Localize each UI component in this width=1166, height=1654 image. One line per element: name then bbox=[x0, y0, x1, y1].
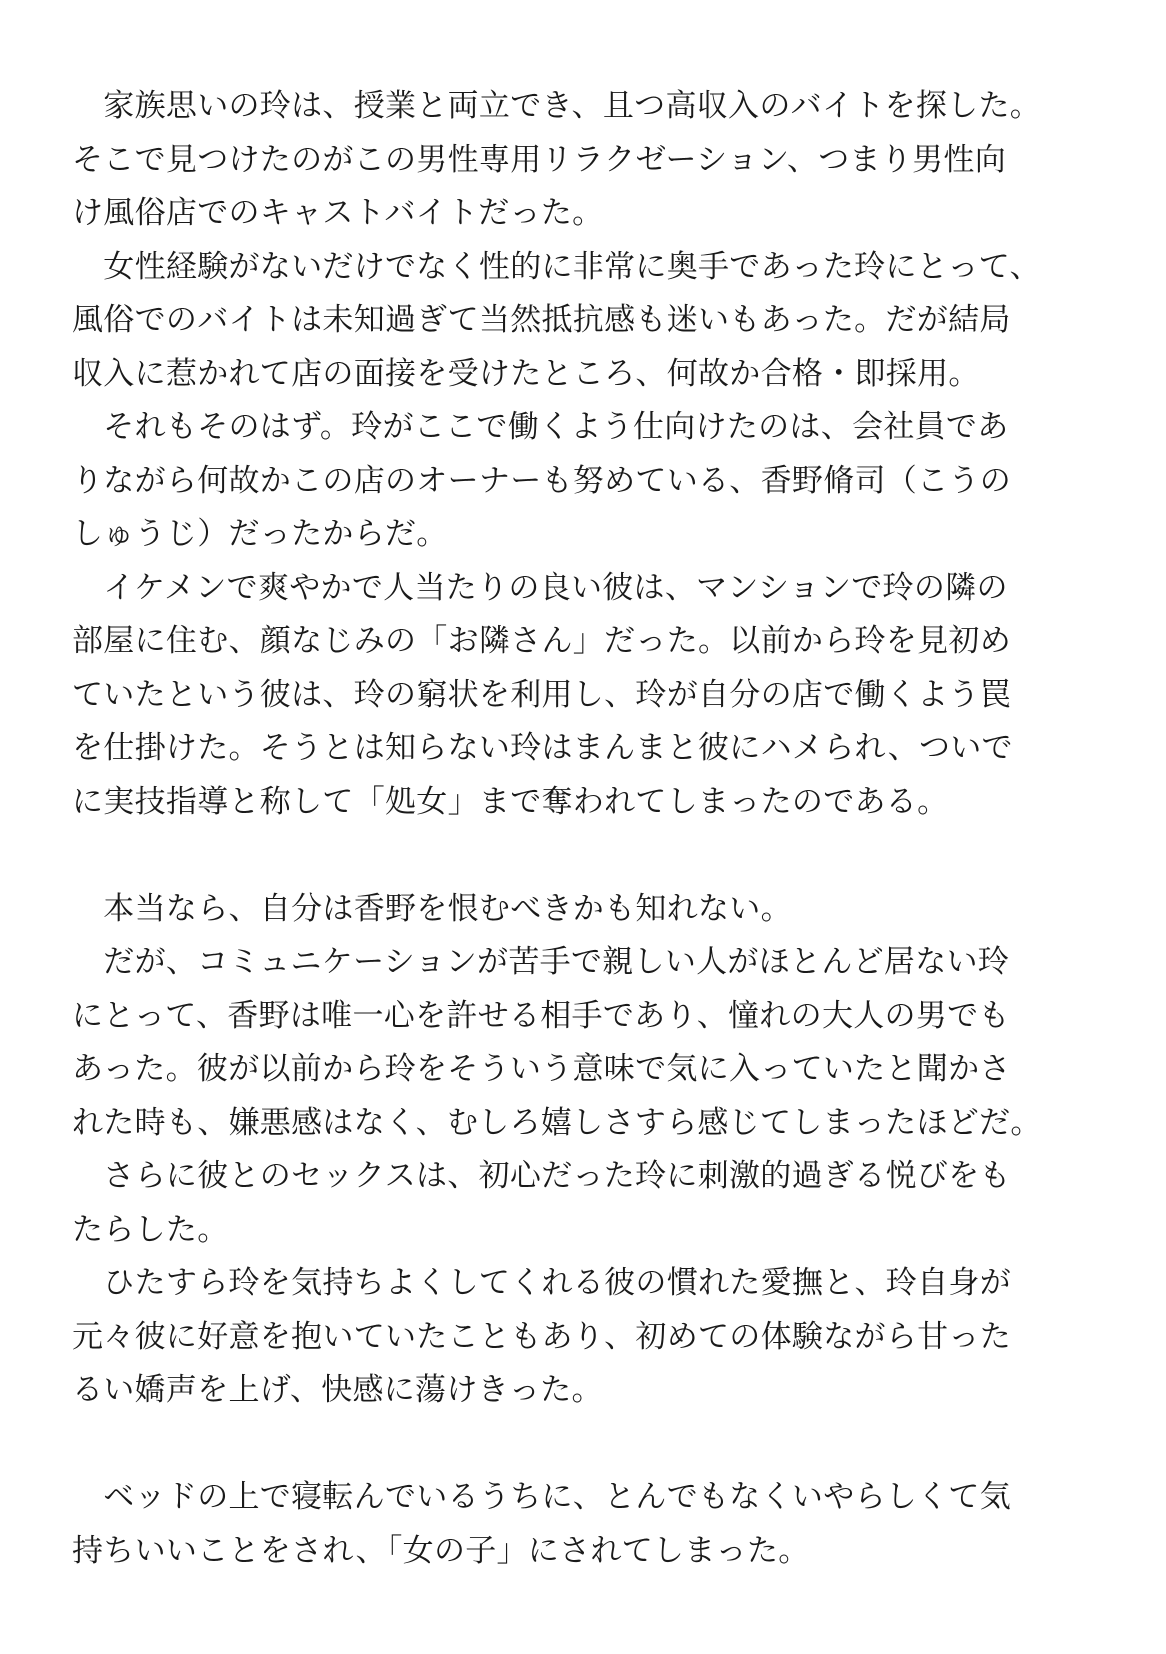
document-page bbox=[72, 80, 1102, 1578]
text-line: け風俗店でのキャストバイトだった。 bbox=[72, 195, 604, 231]
text-line: に実技指導と称して「処女」まで奪われてしまったのである。 bbox=[72, 783, 949, 820]
text-line: そこで見つけたのがこの男性専用リラクゼーション、つまり男性向 bbox=[72, 141, 1007, 178]
blank-line bbox=[72, 1418, 1102, 1472]
text-line: しゅうじ）だったからだ。 bbox=[72, 516, 448, 552]
text-line: を仕掛けた。そうとは知らない玲はまんまと彼にハメられ、ついで bbox=[72, 730, 1013, 766]
text-line: イケメンで爽やかで人当たりの良い彼は、マンションで玲の隣の bbox=[72, 569, 1008, 606]
text-line: れた時も、嫌悪感はなく、むしろ嬉しさすら感じてしまったほどだ。 bbox=[72, 1104, 1042, 1141]
text-line: ひたすら玲を気持ちよくしてくれる彼の慣れた愛撫と、玲自身が bbox=[72, 1265, 1011, 1301]
text-line: さらに彼とのセックスは、初心だった玲に刺激的過ぎる悦びをも bbox=[72, 1158, 1011, 1194]
text-line: りながら何故かこの店のオーナーも努めている、香野脩司（こうの bbox=[72, 462, 1011, 499]
text-line: 本当なら、自分は香野を恨むべきかも知れない。 bbox=[72, 890, 792, 927]
blank-line bbox=[72, 829, 1102, 883]
text-line: るい嬌声を上げ、快感に蕩けきった。 bbox=[72, 1372, 603, 1408]
text-line: それもそのはず。玲がここで働くよう仕向けたのは、会社員であ bbox=[72, 409, 1009, 445]
text-line: ベッドの上で寝転んでいるうちに、とんでもなくいやらしくて気 bbox=[72, 1479, 1011, 1515]
text-line: にとって、香野は唯一心を許せる相手であり、憧れの大人の男でも bbox=[72, 997, 1010, 1034]
text-line: 家族思いの玲は、授業と両立でき、且つ高収入のバイトを探した。 bbox=[72, 88, 1042, 124]
text-line: 部屋に住む、顔なじみの「お隣さん」だった。以前から玲を見初め bbox=[72, 623, 1011, 659]
text-line: あった。彼が以前から玲をそういう意味で気に入っていたと聞かさ bbox=[72, 1051, 1011, 1087]
text-line: 元々彼に好意を抱いていたこともあり、初めての体験ながら甘った bbox=[72, 1318, 1011, 1355]
text-line: 女性経験がないだけでなく性的に非常に奥手であった玲にとって、 bbox=[72, 248, 1041, 285]
text-line: だが、コミュニケーションが苦手で親しい人がほとんど居ない玲 bbox=[72, 944, 1010, 980]
text-line: ていたという彼は、玲の窮状を利用し、玲が自分の店で働くよう罠 bbox=[72, 676, 1011, 713]
text-line: たらした。 bbox=[72, 1211, 229, 1248]
text-line: 風俗でのバイトは未知過ぎて当然抵抗感も迷いもあった。だが結局 bbox=[72, 302, 1011, 338]
text-line: 収入に惹かれて店の面接を受けたところ、何故か合格・即採用。 bbox=[72, 355, 980, 392]
text-line: 持ちいいことをされ、「女の子」にされてしまった。 bbox=[72, 1532, 810, 1569]
